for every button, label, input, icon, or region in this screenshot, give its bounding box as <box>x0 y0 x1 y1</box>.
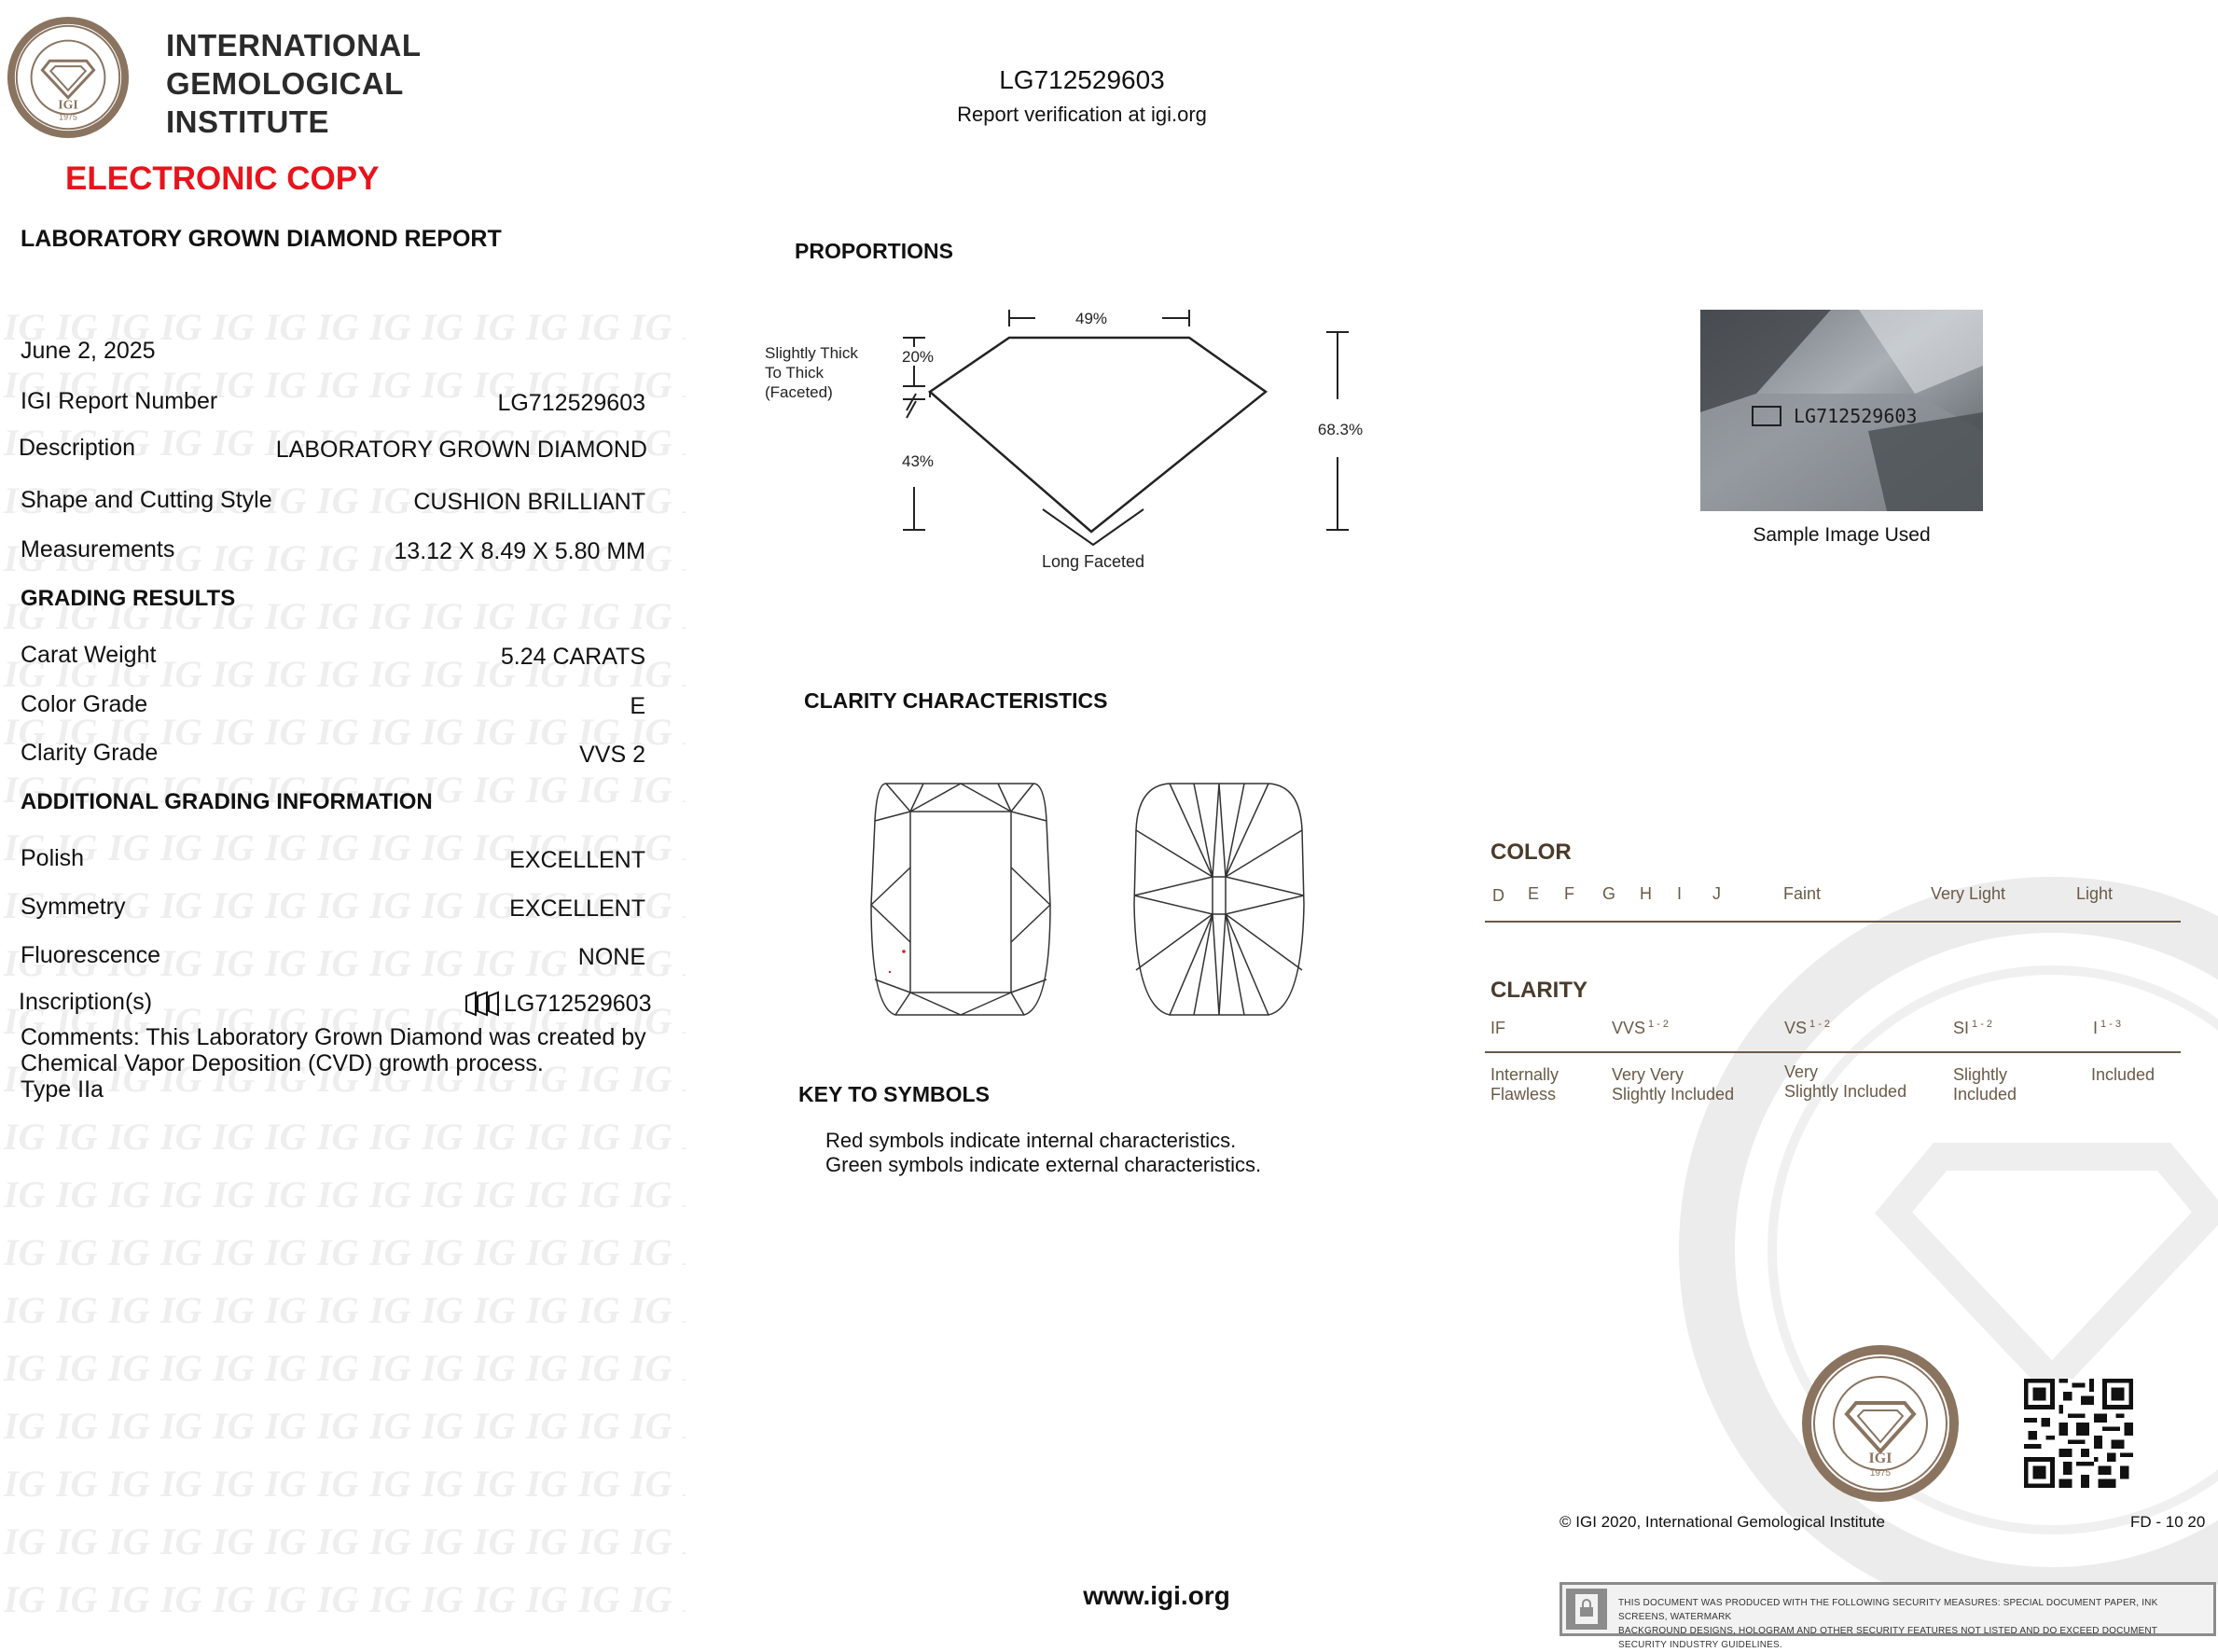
sample-image-caption: Sample Image Used <box>1753 524 1931 546</box>
clarity-grade-vvs: VVS $^{1 - 2}$ <box>1612 1019 1670 1037</box>
clarity-desc-if: Internally Flawless <box>1490 1065 1560 1104</box>
comments-block <box>21 1024 655 1103</box>
website-link[interactable]: www.igi.org <box>1083 1581 1230 1610</box>
security-notice-text: THIS DOCUMENT WAS PRODUCED WITH THE FOLLOWING SECURITY MEASURES: SPECIAL DOCUMENT PAPER, INK SCREENS, WATERMARK BACKGROUND DESIGNS, HOLOGRAM AND OTHER SECURITY FEATURES NOT LISTED AND DO EXCEED DOCUMENT SECURITY INDUSTRY GUIDELINES. <box>1618 1598 2158 1650</box>
proportions-diagram <box>765 289 1362 578</box>
color-range-faint: Faint <box>1783 884 1822 903</box>
svg-text:To Thick: To Thick <box>765 364 824 382</box>
color-grade-i: I <box>1677 884 1683 903</box>
report-title: LABORATORY GROWN DIAMOND REPORT <box>21 226 502 252</box>
svg-text:IGI: IGI <box>1868 1451 1892 1466</box>
field-value-description: LABORATORY GROWN DIAMOND <box>275 437 647 463</box>
field-value-shape: CUSHION BRILLIANT <box>413 489 645 515</box>
field-value-fluorescence: NONE <box>577 944 645 970</box>
field-value-inscription: LG712529603 <box>504 991 652 1017</box>
clarity-plot-diagram <box>858 774 1343 1026</box>
color-grade-g: G <box>1602 884 1616 903</box>
field-value-clarity: VVS 2 <box>579 742 645 768</box>
key-internal-note: Red symbols indicate internal characteristics. <box>825 1129 1237 1152</box>
field-label-report-number: IGI Report Number <box>21 388 218 414</box>
field-value-color: E <box>630 693 645 719</box>
additional-grading-heading: ADDITIONAL GRADING INFORMATION <box>21 789 433 814</box>
lock-document-icon <box>1566 1589 1607 1630</box>
key-to-symbols-heading: KEY TO SYMBOLS <box>798 1082 990 1106</box>
clarity-grade-i: I $^{1 - 3}$ <box>2093 1019 2122 1037</box>
comments-text: Comments: This Laboratory Grown Diamond was created by Chemical Vapor Deposition (CVD) growth process. <box>21 1024 646 1076</box>
clarity-scale-heading: CLARITY <box>1490 978 1587 1003</box>
svg-text:Slightly Thick: Slightly Thick <box>765 344 858 362</box>
clarity-grade-si: SI $^{1 - 2}$ <box>1953 1019 1993 1037</box>
diamond-type: Type IIa <box>21 1076 104 1103</box>
color-grade-f: F <box>1564 884 1574 903</box>
report-date: June 2, 2025 <box>21 338 156 364</box>
proportions-heading: PROPORTIONS <box>795 239 953 263</box>
field-label-polish: Polish <box>21 845 85 871</box>
field-label-carat: Carat Weight <box>21 642 157 668</box>
org-name-line1: INTERNATIONAL <box>166 28 422 62</box>
grading-results-heading: GRADING RESULTS <box>21 586 236 611</box>
svg-text:LG712529603: LG712529603 <box>1794 405 1918 427</box>
field-label-fluorescence: Fluorescence <box>21 942 161 968</box>
svg-text:1975: 1975 <box>59 112 77 122</box>
svg-text:(Faceted): (Faceted) <box>765 383 833 401</box>
color-scale-heading: COLOR <box>1490 840 1572 865</box>
svg-text:Long Faceted: Long Faceted <box>1041 552 1145 571</box>
field-label-measurements: Measurements <box>21 536 175 562</box>
color-grade-h: H <box>1640 884 1652 903</box>
svg-text:68.3%: 68.3% <box>1317 421 1364 438</box>
color-range-light: Light <box>2076 884 2114 903</box>
color-scale-line <box>1485 921 2181 923</box>
verification-note: Report verification at igi.org <box>957 103 1207 126</box>
inclusion-mark <box>889 971 891 973</box>
field-value-carat: 5.24 CARATS <box>500 644 645 670</box>
field-value-measurements: 13.12 X 8.49 X 5.80 MM <box>394 538 645 564</box>
color-grade-e: E <box>1528 884 1540 903</box>
igi-seal-logo <box>4 13 132 142</box>
field-value-polish: EXCELLENT <box>509 847 645 873</box>
color-range-very-light: Very Light <box>1931 884 2006 903</box>
field-label-description: Description <box>19 435 136 461</box>
field-label-color: Color Grade <box>21 691 148 717</box>
clarity-grade-vs: VS $^{1 - 2}$ <box>1784 1019 1831 1037</box>
clarity-scale-line <box>1485 1051 2181 1053</box>
clarity-desc-si: Slightly Included <box>1953 1065 2017 1104</box>
field-value-symmetry: EXCELLENT <box>509 895 645 922</box>
clarity-desc-vvs: Very Very Slightly Included <box>1612 1065 1735 1104</box>
report-number-header: LG712529603 <box>999 65 1165 94</box>
sample-inscription-image <box>1700 310 1983 511</box>
field-value-report-number: LG712529603 <box>497 390 645 416</box>
pavilion-view <box>1134 784 1304 1015</box>
org-name-line3: INSTITUTE <box>166 104 329 139</box>
field-label-clarity: Clarity Grade <box>21 740 159 766</box>
inclusion-mark <box>902 950 906 953</box>
svg-text:43%: 43% <box>901 452 935 470</box>
clarity-characteristics-heading: CLARITY CHARACTERISTICS <box>804 688 1108 713</box>
crown-view <box>871 784 1050 1015</box>
color-grade-j: J <box>1712 884 1721 903</box>
org-name-line2: GEMOLOGICAL <box>166 66 404 101</box>
igi-seal-stamp <box>1800 1343 1961 1504</box>
svg-text:IGI: IGI <box>58 97 78 112</box>
svg-text:1975: 1975 <box>1869 1468 1892 1478</box>
field-label-inscription: Inscription(s) <box>19 989 153 1015</box>
copyright-notice: © IGI 2020, International Gemological Institute <box>1560 1513 1885 1531</box>
verification-qr-code[interactable] <box>2024 1379 2133 1488</box>
security-notice-box <box>1560 1582 2216 1650</box>
clarity-desc-i: Included <box>2091 1065 2156 1084</box>
field-label-symmetry: Symmetry <box>21 894 126 920</box>
svg-text:49%: 49% <box>1074 310 1108 327</box>
key-external-note: Green symbols indicate external characteristics. <box>825 1153 1262 1176</box>
igi-inscription-icon <box>463 989 500 1019</box>
clarity-desc-vs: Very Slightly Included <box>1784 1062 1907 1101</box>
form-code: FD - 10 20 <box>2130 1513 2206 1531</box>
field-label-shape: Shape and Cutting Style <box>21 487 272 513</box>
svg-text:20%: 20% <box>901 348 935 366</box>
electronic-copy-label: ELECTRONIC COPY <box>65 160 380 197</box>
color-grade-d: D <box>1492 886 1504 905</box>
clarity-grade-if: IF <box>1490 1019 1505 1037</box>
